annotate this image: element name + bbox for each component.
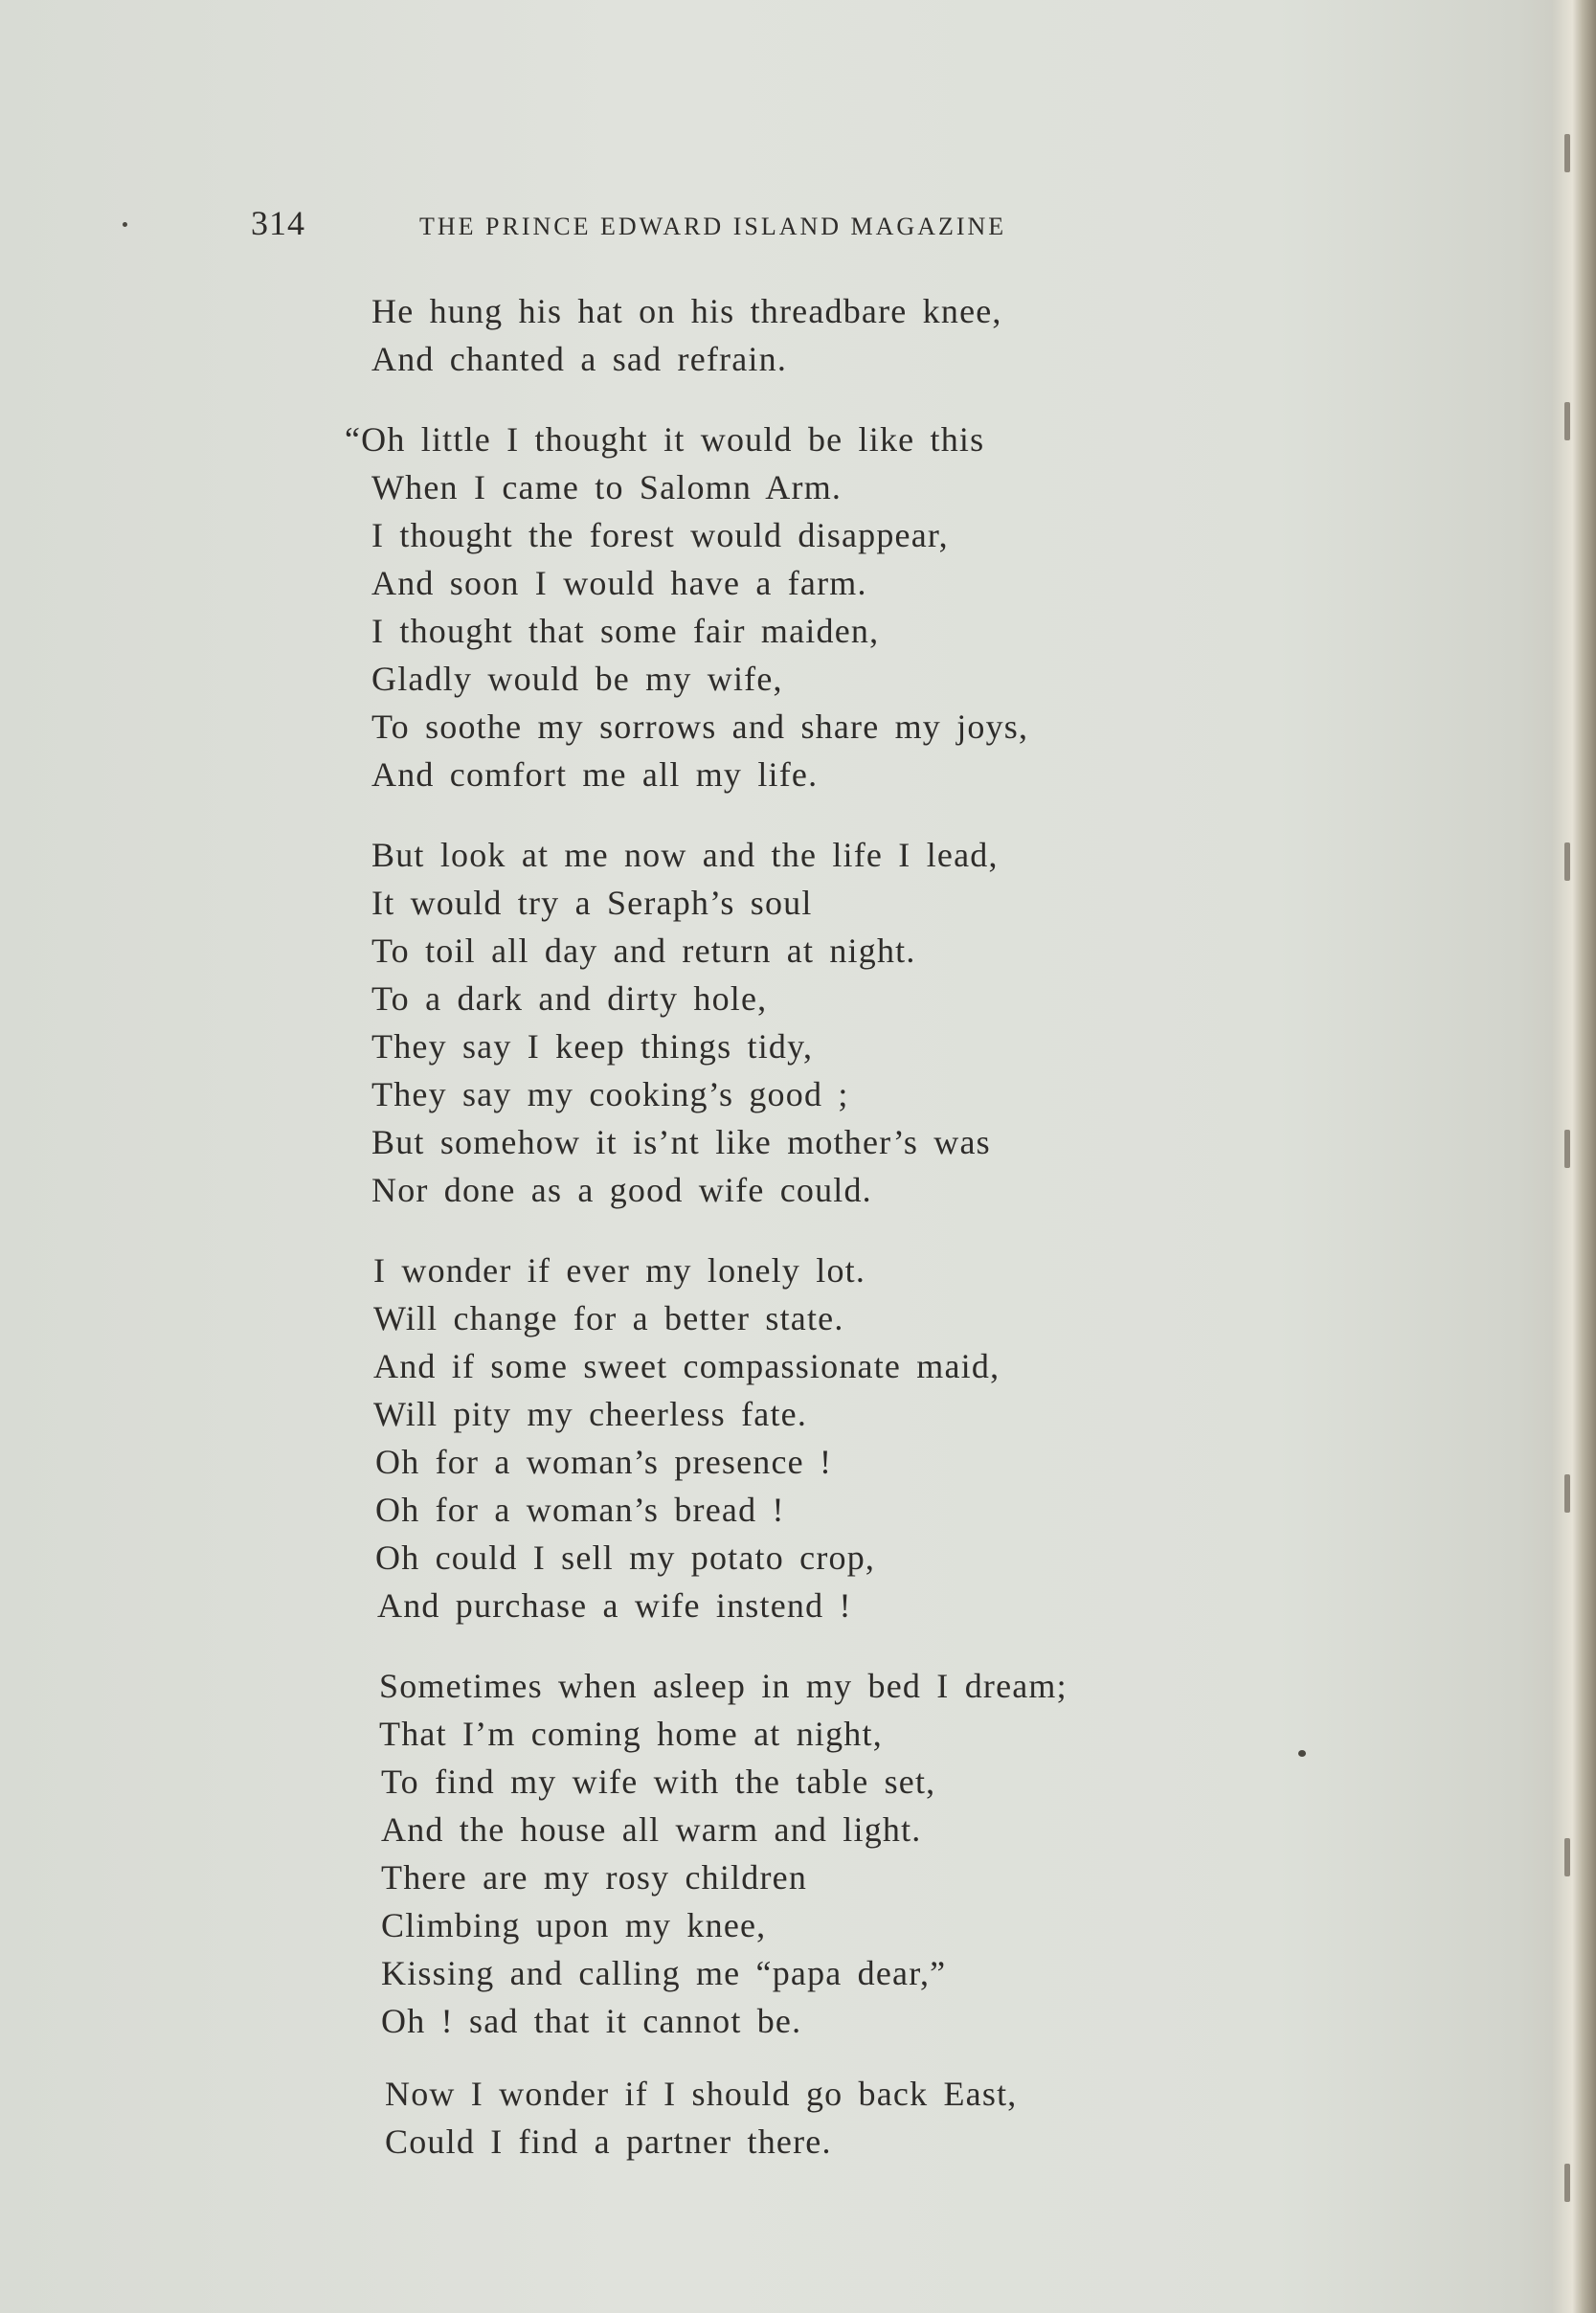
- poem-line: They say my cooking’s good ;: [371, 1075, 849, 1113]
- poem-line: And comfort me all my life.: [371, 755, 819, 794]
- running-title: THE PRINCE EDWARD ISLAND MAGAZINE: [419, 213, 1007, 240]
- book-binding-edge: [1553, 0, 1596, 2313]
- poem-line: To find my wife with the table set,: [381, 1763, 936, 1801]
- poem-line: When I came to Salomn Arm.: [371, 468, 843, 506]
- poem-line: Nor done as a good wife could.: [371, 1171, 872, 1209]
- poem-line: And chanted a sad refrain.: [371, 340, 788, 378]
- poem-line: I thought that some fair maiden,: [371, 612, 880, 650]
- poem-line: And if some sweet compassionate maid,: [373, 1347, 1000, 1385]
- poem-line: To soothe my sorrows and share my joys,: [371, 707, 1029, 746]
- page-number: 314: [251, 204, 305, 242]
- poem-line: Now I wonder if I should go back East,: [385, 2075, 1018, 2113]
- poem-line: Sometimes when asleep in my bed I dream;: [379, 1667, 1068, 1705]
- poem-line: And the house all warm and light.: [381, 1810, 922, 1849]
- stanza: [345, 831, 1302, 1214]
- poem-line: I thought the forest would disappear,: [371, 516, 949, 554]
- paper-speck: [123, 222, 127, 227]
- binding-mark: [1564, 1474, 1570, 1513]
- binding-mark: [1564, 842, 1570, 881]
- poem-line: I wonder if ever my lonely lot.: [373, 1251, 866, 1290]
- stanza: [345, 415, 1302, 798]
- poem-line: Will change for a better state.: [373, 1299, 844, 1337]
- binding-mark: [1564, 1130, 1570, 1168]
- poem-line: It would try a Seraph’s soul: [371, 884, 813, 922]
- poem-line: And purchase a wife instend !: [377, 1586, 852, 1625]
- poem-line: That I’m coming home at night,: [379, 1715, 883, 1753]
- poem-line: Oh ! sad that it cannot be.: [381, 2002, 802, 2040]
- poem-line: Oh for a woman’s presence !: [375, 1443, 833, 1481]
- poem-line: “Oh little I thought it would be like this: [345, 420, 985, 459]
- stanza: [345, 287, 1302, 383]
- poem-line: There are my rosy children: [381, 1858, 808, 1897]
- poem-body: [345, 287, 1302, 2166]
- poem-line: Will pity my cheerless fate.: [373, 1395, 808, 1433]
- poem-line: To a dark and dirty hole,: [371, 979, 768, 1018]
- poem-line: But look at me now and the life I lead,: [371, 836, 999, 874]
- poem-line: Oh for a woman’s bread !: [375, 1491, 785, 1529]
- poem-line: Gladly would be my wife,: [371, 660, 783, 698]
- page-header: [251, 203, 1160, 257]
- poem-line: Kissing and calling me “papa dear,”: [381, 1954, 947, 1992]
- binding-mark: [1564, 402, 1570, 440]
- poem-line: Could I find a partner there.: [385, 2122, 832, 2161]
- poem-line: Climbing upon my knee,: [381, 1906, 767, 1944]
- stanza: [345, 1246, 1302, 1629]
- poem-line: And soon I would have a farm.: [371, 564, 867, 602]
- stanza: [345, 2070, 1302, 2166]
- poem-line: They say I keep things tidy,: [371, 1027, 814, 1066]
- binding-mark: [1564, 1838, 1570, 1876]
- poem-line: To toil all day and return at night.: [371, 932, 916, 970]
- stanza: [345, 1662, 1302, 2045]
- poem-line: Oh could I sell my potato crop,: [375, 1538, 876, 1577]
- poem-line: He hung his hat on his threadbare knee,: [371, 292, 1002, 330]
- binding-mark: [1564, 134, 1570, 172]
- binding-mark: [1564, 2164, 1570, 2202]
- poem-line: But somehow it is’nt like mother’s was: [371, 1123, 991, 1161]
